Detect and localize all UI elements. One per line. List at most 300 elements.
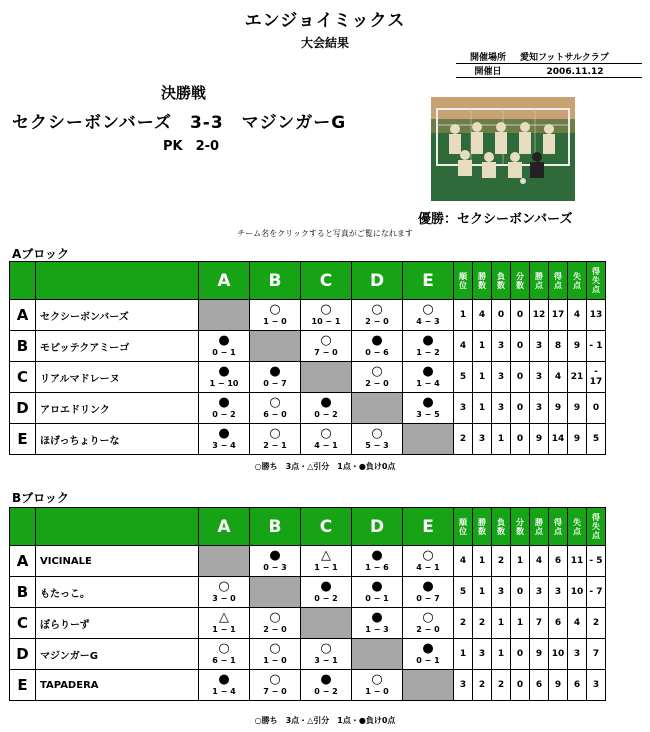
match-result-cell bbox=[250, 608, 301, 639]
venue-value: 愛知フットサルクラブ bbox=[520, 53, 609, 63]
stat-value: 3 bbox=[473, 639, 492, 670]
match-score: 3 − 1 bbox=[314, 656, 338, 665]
stat-value: 6 bbox=[549, 546, 568, 577]
final-score: セクシーボンバーズ 3-3 マジンガーG bbox=[12, 113, 347, 133]
match-result-cell bbox=[301, 546, 352, 577]
result-symbol: ● bbox=[218, 333, 230, 348]
header-opponent-c: C bbox=[301, 508, 352, 546]
stat-value: 1 bbox=[454, 300, 473, 331]
date-value: 2006.11.12 bbox=[546, 67, 604, 77]
match-result-cell bbox=[250, 639, 301, 670]
pk-score: PK 2-0 bbox=[163, 139, 220, 154]
match-score: 1 − 1 bbox=[212, 625, 236, 634]
block-b-table bbox=[9, 507, 606, 701]
stat-value: 3 bbox=[530, 362, 549, 393]
stat-value: 4 bbox=[454, 546, 473, 577]
match-score: 0 − 1 bbox=[365, 594, 389, 603]
stat-value: - 7 bbox=[587, 577, 606, 608]
match-score: 1 − 1 bbox=[314, 563, 338, 572]
result-symbol: ● bbox=[320, 395, 332, 410]
stat-value: 0 bbox=[511, 577, 530, 608]
team-name-link[interactable]: ぼらりーず bbox=[36, 608, 199, 639]
match-result-cell bbox=[403, 577, 454, 608]
header-stat bbox=[530, 262, 549, 300]
header-stat-char: 数 bbox=[497, 526, 505, 536]
header-stat-char: 点 bbox=[554, 526, 562, 536]
header-corner bbox=[10, 508, 36, 546]
stat-value: - 17 bbox=[587, 362, 606, 393]
team-letter: C bbox=[10, 362, 36, 393]
venue-label: 開催場所 bbox=[469, 53, 506, 63]
match-result-cell bbox=[250, 424, 301, 455]
result-symbol: ● bbox=[320, 579, 332, 594]
header-stat-char: 点 bbox=[554, 280, 562, 290]
match-score: 1 − 3 bbox=[365, 625, 389, 634]
match-score: 0 − 7 bbox=[416, 594, 440, 603]
header-opponent-d: D bbox=[352, 508, 403, 546]
team-letter: B bbox=[10, 577, 36, 608]
winner-label: 優勝：セクシーボンバーズ bbox=[418, 212, 573, 227]
stat-value: 0 bbox=[511, 639, 530, 670]
match-score: 3 − 5 bbox=[416, 410, 440, 419]
photo-note: チーム名をクリックすると写真がご覧になれます bbox=[237, 229, 413, 238]
date-row bbox=[456, 64, 642, 78]
stat-value: 1 bbox=[492, 424, 511, 455]
result-symbol: ○ bbox=[269, 302, 281, 317]
stat-value: 7 bbox=[587, 639, 606, 670]
match-score: 3 − 4 bbox=[212, 441, 236, 450]
header-stat-char: 点 bbox=[592, 531, 600, 540]
stat-value: 14 bbox=[549, 424, 568, 455]
team-letter: A bbox=[10, 546, 36, 577]
match-result-cell bbox=[250, 362, 301, 393]
stat-value: 6 bbox=[549, 608, 568, 639]
match-score: 0 − 1 bbox=[416, 656, 440, 665]
stat-value: 12 bbox=[530, 300, 549, 331]
stat-value: 1 bbox=[492, 608, 511, 639]
stat-value: 21 bbox=[568, 362, 587, 393]
team-name-link[interactable]: リアルマドレーヌ bbox=[36, 362, 199, 393]
stat-value: 3 bbox=[568, 639, 587, 670]
team-letter: E bbox=[10, 670, 36, 701]
header-name bbox=[36, 508, 199, 546]
header-opponent-a: A bbox=[199, 508, 250, 546]
self-match-cell bbox=[403, 670, 454, 701]
stat-value: 8 bbox=[549, 331, 568, 362]
self-match-cell bbox=[352, 639, 403, 670]
header-stat-char: 順 bbox=[459, 271, 467, 281]
block-a-table bbox=[9, 261, 606, 455]
match-score: 2 − 0 bbox=[365, 317, 389, 326]
match-result-cell bbox=[199, 393, 250, 424]
table-row bbox=[10, 362, 606, 393]
match-result-cell bbox=[403, 393, 454, 424]
match-result-cell bbox=[403, 331, 454, 362]
result-symbol: ○ bbox=[320, 426, 332, 441]
stat-value: 5 bbox=[454, 362, 473, 393]
match-score: 2 − 0 bbox=[365, 379, 389, 388]
result-symbol: ● bbox=[422, 333, 434, 348]
match-score: 4 − 1 bbox=[416, 563, 440, 572]
team-name-link[interactable]: TAPADERA bbox=[36, 670, 199, 701]
header-stat bbox=[454, 508, 473, 546]
table-row bbox=[10, 670, 606, 701]
stat-value: 2 bbox=[454, 424, 473, 455]
match-result-cell bbox=[352, 670, 403, 701]
stat-value: 3 bbox=[587, 670, 606, 701]
header-stat-char: 点 bbox=[535, 280, 543, 290]
header-stat-char: 得 bbox=[554, 271, 562, 281]
match-score: 1 − 6 bbox=[365, 563, 389, 572]
match-result-cell bbox=[199, 670, 250, 701]
stat-value: 6 bbox=[568, 670, 587, 701]
header-row bbox=[10, 262, 606, 300]
block-a-legend: ○勝ち 3点・△引分 1点・●負け0点 bbox=[254, 462, 396, 471]
result-symbol: ● bbox=[422, 364, 434, 379]
stat-value: 2 bbox=[492, 546, 511, 577]
self-match-cell bbox=[199, 546, 250, 577]
match-score: 1 − 2 bbox=[416, 348, 440, 357]
stat-value: 9 bbox=[568, 331, 587, 362]
result-symbol: ● bbox=[422, 641, 434, 656]
header-opponent-a: A bbox=[199, 262, 250, 300]
match-result-cell bbox=[301, 639, 352, 670]
stat-value: 4 bbox=[568, 300, 587, 331]
header-stat-char: 得 bbox=[592, 513, 600, 522]
result-symbol: ● bbox=[218, 364, 230, 379]
match-result-cell bbox=[403, 608, 454, 639]
header-stat-char: 失 bbox=[592, 522, 600, 531]
stat-value: - 1 bbox=[587, 331, 606, 362]
match-result-cell bbox=[352, 424, 403, 455]
result-symbol: ○ bbox=[320, 641, 332, 656]
team-name-link[interactable]: VICINALE bbox=[36, 546, 199, 577]
stat-value: 9 bbox=[549, 670, 568, 701]
self-match-cell bbox=[250, 577, 301, 608]
result-symbol: ○ bbox=[371, 302, 383, 317]
stat-value: 1 bbox=[473, 546, 492, 577]
stat-value: 3 bbox=[549, 577, 568, 608]
match-result-cell bbox=[301, 300, 352, 331]
self-match-cell bbox=[301, 362, 352, 393]
header-stat bbox=[568, 262, 587, 300]
header-stat-char: 点 bbox=[573, 526, 581, 536]
self-match-cell bbox=[352, 393, 403, 424]
stat-value: 11 bbox=[568, 546, 587, 577]
table-row bbox=[10, 393, 606, 424]
match-score: 5 − 3 bbox=[365, 441, 389, 450]
match-result-cell bbox=[199, 639, 250, 670]
team-letter: C bbox=[10, 608, 36, 639]
stat-value: 4 bbox=[473, 300, 492, 331]
result-symbol: ● bbox=[218, 426, 230, 441]
match-score: 1 − 0 bbox=[263, 656, 287, 665]
match-result-cell bbox=[301, 577, 352, 608]
match-result-cell bbox=[199, 424, 250, 455]
stat-value: 4 bbox=[454, 331, 473, 362]
stat-value: 5 bbox=[454, 577, 473, 608]
table-row bbox=[10, 577, 606, 608]
stat-value: 3 bbox=[473, 424, 492, 455]
block-b-title: Bブロック bbox=[12, 491, 69, 505]
header-stat-char: 数 bbox=[516, 526, 524, 536]
team-name-link[interactable]: モピッテクアミーゴ bbox=[36, 331, 199, 362]
team-name-link[interactable]: マジンガーG bbox=[36, 639, 199, 670]
match-score: 4 − 3 bbox=[416, 317, 440, 326]
result-symbol: ○ bbox=[371, 672, 383, 687]
stat-value: 3 bbox=[454, 393, 473, 424]
match-score: 10 − 1 bbox=[311, 317, 341, 326]
result-symbol: ● bbox=[422, 579, 434, 594]
match-score: 1 − 4 bbox=[416, 379, 440, 388]
stat-value: 13 bbox=[587, 300, 606, 331]
header-stat bbox=[530, 508, 549, 546]
stat-value: 0 bbox=[511, 393, 530, 424]
result-symbol: ○ bbox=[320, 302, 332, 317]
header-stat-char: 点 bbox=[592, 285, 600, 294]
header-stat-char: 勝 bbox=[478, 271, 486, 281]
match-score: 0 − 2 bbox=[212, 410, 236, 419]
stat-value: 9 bbox=[568, 424, 587, 455]
header-opponent-b: B bbox=[250, 508, 301, 546]
header-opponent-b: B bbox=[250, 262, 301, 300]
result-symbol: ● bbox=[371, 548, 383, 563]
result-symbol: ● bbox=[371, 610, 383, 625]
stat-value: 0 bbox=[511, 424, 530, 455]
header-stat-char: 失 bbox=[592, 276, 600, 285]
result-symbol: ● bbox=[269, 548, 281, 563]
header-stat-char: 得 bbox=[592, 267, 600, 276]
stat-value: 5 bbox=[587, 424, 606, 455]
stat-value: - 5 bbox=[587, 546, 606, 577]
match-result-cell bbox=[250, 670, 301, 701]
match-result-cell bbox=[403, 546, 454, 577]
page-title: エンジョイミックス bbox=[244, 11, 406, 31]
stat-value: 7 bbox=[530, 608, 549, 639]
match-score: 1 − 0 bbox=[365, 687, 389, 696]
match-score: 6 − 0 bbox=[263, 410, 287, 419]
result-symbol: △ bbox=[219, 610, 229, 625]
result-symbol: ● bbox=[422, 395, 434, 410]
header-name bbox=[36, 262, 199, 300]
match-score: 6 − 1 bbox=[212, 656, 236, 665]
stat-value: 1 bbox=[473, 577, 492, 608]
team-name-link[interactable]: ほげっちょりーな bbox=[36, 424, 199, 455]
header-stat-char: 分 bbox=[516, 517, 524, 527]
header-stat-char: 失 bbox=[573, 517, 581, 527]
stat-value: 0 bbox=[511, 362, 530, 393]
header-stat bbox=[587, 508, 606, 546]
stat-value: 3 bbox=[492, 331, 511, 362]
header-opponent-e: E bbox=[403, 508, 454, 546]
match-score: 7 − 0 bbox=[314, 348, 338, 357]
stat-value: 3 bbox=[530, 577, 549, 608]
result-symbol: ● bbox=[218, 395, 230, 410]
header-stat-char: 順 bbox=[459, 517, 467, 527]
header-stat-char: 数 bbox=[478, 526, 486, 536]
match-score: 1 − 0 bbox=[263, 317, 287, 326]
match-result-cell bbox=[352, 546, 403, 577]
match-result-cell bbox=[403, 639, 454, 670]
stat-value: 2 bbox=[473, 670, 492, 701]
match-result-cell bbox=[403, 300, 454, 331]
match-score: 0 − 6 bbox=[365, 348, 389, 357]
header-stat-char: 失 bbox=[573, 271, 581, 281]
self-match-cell bbox=[199, 300, 250, 331]
result-symbol: ○ bbox=[371, 364, 383, 379]
header-stat bbox=[492, 262, 511, 300]
team-letter: E bbox=[10, 424, 36, 455]
match-result-cell bbox=[199, 362, 250, 393]
header-corner bbox=[10, 262, 36, 300]
table-row bbox=[10, 424, 606, 455]
stat-value: 3 bbox=[454, 670, 473, 701]
result-symbol: ● bbox=[269, 364, 281, 379]
result-symbol: ○ bbox=[371, 426, 383, 441]
match-score: 2 − 0 bbox=[263, 625, 287, 634]
match-score: 0 − 3 bbox=[263, 563, 287, 572]
venue-row bbox=[456, 50, 642, 64]
header-stat-char: 数 bbox=[478, 280, 486, 290]
header-stat bbox=[473, 262, 492, 300]
result-symbol: ○ bbox=[422, 610, 434, 625]
result-symbol: ○ bbox=[320, 333, 332, 348]
team-photo[interactable] bbox=[431, 97, 575, 201]
result-symbol: ● bbox=[371, 333, 383, 348]
stat-value: 1 bbox=[511, 546, 530, 577]
stat-value: 17 bbox=[549, 300, 568, 331]
match-result-cell bbox=[352, 608, 403, 639]
team-letter: D bbox=[10, 393, 36, 424]
table-row bbox=[10, 639, 606, 670]
header-stat-char: 分 bbox=[516, 271, 524, 281]
header-stat bbox=[492, 508, 511, 546]
header-stat-char: 得 bbox=[554, 517, 562, 527]
header-stat-char: 勝 bbox=[535, 271, 543, 281]
match-result-cell bbox=[250, 300, 301, 331]
table-row bbox=[10, 608, 606, 639]
header-opponent-e: E bbox=[403, 262, 454, 300]
page-subtitle: 大会結果 bbox=[300, 36, 349, 50]
header-stat bbox=[473, 508, 492, 546]
match-result-cell bbox=[352, 331, 403, 362]
match-score: 1 − 4 bbox=[212, 687, 236, 696]
match-result-cell bbox=[301, 670, 352, 701]
header-stat bbox=[511, 262, 530, 300]
header-stat-char: 点 bbox=[535, 526, 543, 536]
stat-value: 2 bbox=[473, 608, 492, 639]
team-name-link[interactable]: セクシーボンバーズ bbox=[36, 300, 199, 331]
stat-value: 2 bbox=[454, 608, 473, 639]
match-result-cell bbox=[199, 577, 250, 608]
block-a-title: Aブロック bbox=[12, 247, 70, 261]
self-match-cell bbox=[403, 424, 454, 455]
date-label: 開催日 bbox=[474, 67, 502, 77]
result-symbol: ○ bbox=[269, 610, 281, 625]
match-score: 3 − 0 bbox=[212, 594, 236, 603]
match-result-cell bbox=[250, 393, 301, 424]
stat-value: 0 bbox=[492, 300, 511, 331]
table-row bbox=[10, 546, 606, 577]
self-match-cell bbox=[301, 608, 352, 639]
match-result-cell bbox=[352, 362, 403, 393]
header-stat bbox=[568, 508, 587, 546]
stat-value: 1 bbox=[511, 608, 530, 639]
stat-value: 2 bbox=[587, 608, 606, 639]
stat-value: 9 bbox=[568, 393, 587, 424]
stat-value: 9 bbox=[530, 639, 549, 670]
team-letter: D bbox=[10, 639, 36, 670]
stat-value: 0 bbox=[511, 300, 530, 331]
header-opponent-c: C bbox=[301, 262, 352, 300]
match-result-cell bbox=[199, 608, 250, 639]
result-symbol: ○ bbox=[218, 641, 230, 656]
header-row bbox=[10, 508, 606, 546]
stat-value: 4 bbox=[568, 608, 587, 639]
match-score: 7 − 0 bbox=[263, 687, 287, 696]
header-stat bbox=[549, 508, 568, 546]
header-stat-char: 位 bbox=[459, 526, 467, 536]
stat-value: 6 bbox=[530, 670, 549, 701]
match-score: 2 − 0 bbox=[416, 625, 440, 634]
stat-value: 3 bbox=[530, 331, 549, 362]
header-opponent-d: D bbox=[352, 262, 403, 300]
header-stat-char: 負 bbox=[497, 517, 505, 527]
stat-value: 1 bbox=[473, 362, 492, 393]
header-stat-char: 位 bbox=[459, 280, 467, 290]
stat-value: 0 bbox=[587, 393, 606, 424]
table-row bbox=[10, 300, 606, 331]
match-score: 0 − 1 bbox=[212, 348, 236, 357]
team-letter: B bbox=[10, 331, 36, 362]
match-result-cell bbox=[403, 362, 454, 393]
stat-value: 3 bbox=[492, 362, 511, 393]
match-result-cell bbox=[352, 300, 403, 331]
header-stat-char: 数 bbox=[497, 280, 505, 290]
header-stat bbox=[454, 262, 473, 300]
stat-value: 10 bbox=[549, 639, 568, 670]
stat-value: 4 bbox=[530, 546, 549, 577]
match-result-cell bbox=[250, 546, 301, 577]
header-stat-char: 勝 bbox=[535, 517, 543, 527]
stat-value: 2 bbox=[492, 670, 511, 701]
match-score: 0 − 2 bbox=[314, 410, 338, 419]
match-score: 2 − 1 bbox=[263, 441, 287, 450]
stat-value: 1 bbox=[454, 639, 473, 670]
stat-value: 9 bbox=[549, 393, 568, 424]
self-match-cell bbox=[250, 331, 301, 362]
result-symbol: ○ bbox=[269, 672, 281, 687]
header-stat-char: 数 bbox=[516, 280, 524, 290]
table-row bbox=[10, 331, 606, 362]
stat-value: 1 bbox=[492, 639, 511, 670]
match-result-cell bbox=[301, 331, 352, 362]
team-photo-image bbox=[431, 97, 575, 201]
match-result-cell bbox=[301, 424, 352, 455]
team-name-link[interactable]: アロエドリンク bbox=[36, 393, 199, 424]
header-stat bbox=[549, 262, 568, 300]
stat-value: 9 bbox=[530, 424, 549, 455]
result-symbol: ○ bbox=[422, 548, 434, 563]
match-score: 0 − 2 bbox=[314, 687, 338, 696]
match-score: 4 − 1 bbox=[314, 441, 338, 450]
result-symbol: ○ bbox=[422, 302, 434, 317]
header-stat-char: 負 bbox=[497, 271, 505, 281]
header-stat bbox=[587, 262, 606, 300]
stat-value: 3 bbox=[530, 393, 549, 424]
result-symbol: ● bbox=[320, 672, 332, 687]
team-name-link[interactable]: もたっこ。 bbox=[36, 577, 199, 608]
